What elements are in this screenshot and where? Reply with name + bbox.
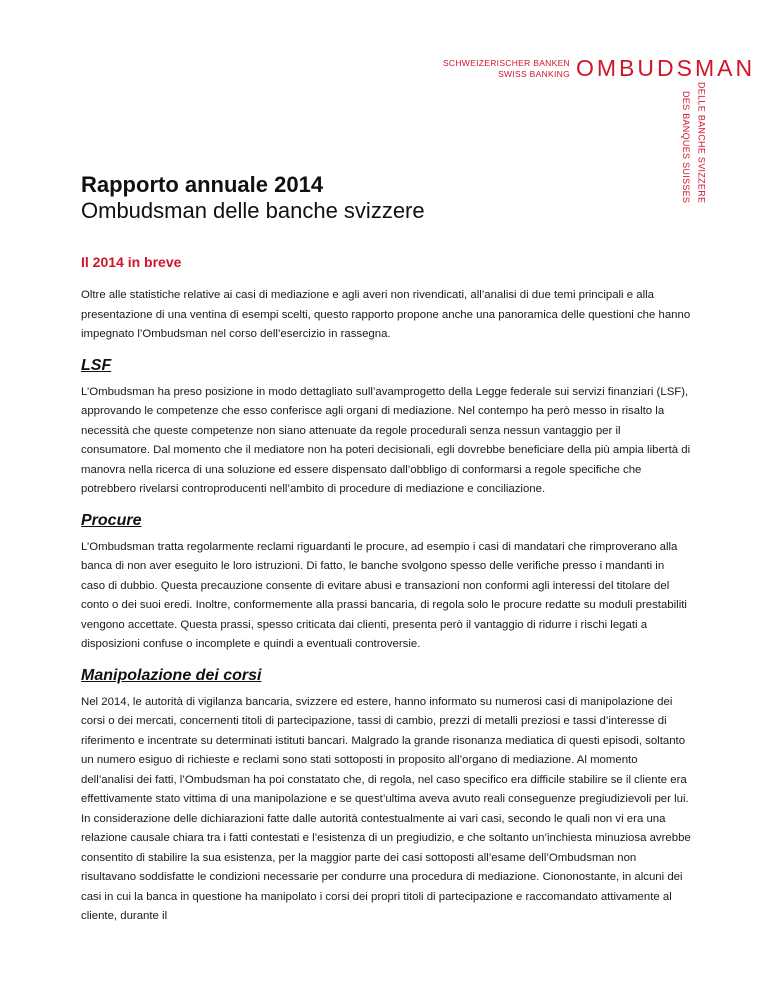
logo-vertical-line2: DELLE BANCHE SVIZZERE [696, 82, 707, 204]
document-body [81, 252, 691, 937]
section-paragraph-procure: L’Ombudsman tratta regolarmente reclami riguardanti le procure, ad esempio i casi di mandatari che rimproverano alla banca di non aver eseguito le loro istruzioni. Di fatto, le banche svolgono spesso delle verifiche presso i mandanti in caso di dubbio. Questa precauzione consente di evitare abusi e transazioni non conformi agli interessi del titolare del conto o dei suoi eredi. Inoltre, conformemente alla prassi bancaria, di regola solo le procure redatte su moduli prestabiliti vengono accettate. Questa prassi, spesso criticata dai clienti, presenta però il vantaggio di ridurre i rischi legati a disposizioni confuse o incomplete e quindi a eventuali controversie. [81, 540, 687, 650]
section-heading-manipolazione: Manipolazione dei corsi [81, 666, 262, 684]
section-paragraph-manipolazione: Nel 2014, le autorità di vigilanza bancaria, svizzere ed estere, hanno informato su numerosi casi di manipolazione dei corsi o dei mercati, concernenti titoli di partecipazione, tassi di cambio, prezzi di metalli preziosi e tassi d’interesse di riferimento e incentrate su determinati istituti bancari. Malgrado la grande risonanza mediatica di questi episodi, soltanto un numero esiguo di richieste e reclami sono stati sottoposti in proposito all’organo di mediazione. Al momento dell’analisi dei fatti, l’Ombudsman ha poi constatato che, di regola, nel caso specifico era difficile stabilire se il cliente era effettivamente stato vittima di una manipolazione e se quest’ultima aveva avuto reali conseguenze pregiudizievoli per lui. In considerazione delle dichiarazioni fatte dalle autorità contestualmente ai vari casi, secondo le quali non vi era una relazione causale chiara tra i fatti contestati e l’esistenza di un pregiudizio, e che soltanto un’inchiesta minuziosa avrebbe consentito di stabilire la sua esistenza, per la maggior parte dei casi sottoposti all’esame dell’Ombudsman non risultavano soddisfatte le condizioni necessarie per condurre una procedura di mediazione. Ciononostante, in alcuni dei casi in cui la banca in questione ha manipolato i corsi dei propri titoli di partecipazione e raccomandato attivamente al cliente, durante il [81, 695, 691, 922]
intro-paragraph: Oltre alle statistiche relative ai casi di mediazione e agli averi non rivendicati, all’analisi di due temi principali e alla presentazione di una ventina di esempi scelti, questo rapporto propone anche una panoramica delle questioni che hanno impegnato l’Ombudsman nel corso dell’esercizio in rassegna. [81, 289, 691, 340]
section-heading-procure: Procure [81, 511, 142, 529]
section-heading-lsf: LSF [81, 356, 112, 374]
lead-heading: Il 2014 in breve [81, 254, 182, 270]
document-subtitle: Ombudsman delle banche svizzere [81, 198, 425, 223]
document-title: Rapporto annuale 2014 [81, 172, 324, 197]
section-paragraph-lsf: L’Ombudsman ha preso posizione in modo dettagliato sull’avamprogetto della Legge federale sui servizi finanziari (LSF), approvando le competenze che esso conferisce agli organi di mediazione. Nel contempo ha però messo in risalto la necessità che queste competenze non siano attenuate da regole procedurali senza nessun vantaggio per il consumatore. Dal momento che il mediatore non ha poteri decisionali, egli dovrebbe beneficiare della più ampia libertà di manovra nella ricerca di una soluzione ed essere dispensato dall’obbligo di conformarsi a regole specifiche che potrebbero rivelarsi controproducenti nell’ambito di procedure di mediazione e conciliazione. [81, 385, 691, 495]
logo-line-swiss-banking: SWISS BANKING [498, 69, 570, 79]
logo-wordmark-ombudsman: OMBUDSMAN [576, 55, 756, 81]
logo-line-schweizerischer-banken: SCHWEIZERISCHER BANKEN [442, 58, 570, 68]
logo-vertical-text [680, 82, 710, 204]
logo-vertical-line1: DES BANQUES SUISSES [681, 91, 691, 204]
